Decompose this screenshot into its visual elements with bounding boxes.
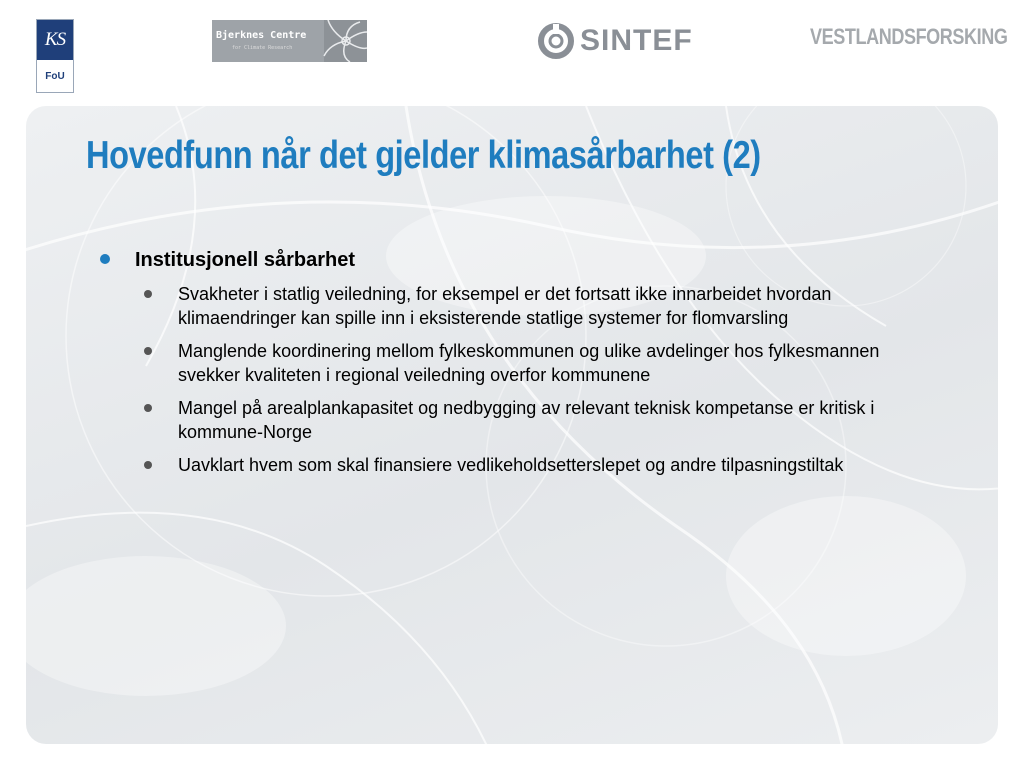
logo-bar <box>0 0 1024 100</box>
bjerknes-logo-subtitle: for Climate Research <box>232 45 293 51</box>
slide-content <box>98 246 978 486</box>
sub-bullet-list <box>98 282 978 477</box>
bjerknes-logo-name: Bjerknes Centre <box>216 30 307 41</box>
sintef-emblem-icon <box>537 22 577 60</box>
ks-logo-fou-label: FoU <box>45 71 65 82</box>
list-item <box>178 453 938 477</box>
section-heading: Institusjonell sårbarhet <box>135 249 356 271</box>
list-item-text: Svakheter i statlig veiledning, for eksempel er det fortsatt ikke innarbeidet hvordan klimaendringer kan spille inn i eksisterende statlige systemer for flomvarsling <box>178 284 832 328</box>
ks-logo-mark: KS <box>37 20 73 60</box>
sintef-logo-text: SINTEF <box>580 24 693 57</box>
bullet-dot-icon <box>144 461 152 469</box>
bullet-dot-icon <box>144 347 152 355</box>
bullet-dot-icon <box>100 254 110 264</box>
level1-bullet-item <box>98 246 978 274</box>
ks-fou-logo <box>36 19 74 93</box>
sintef-logo <box>537 22 702 60</box>
bullet-dot-icon <box>144 290 152 298</box>
bullet-dot-icon <box>144 404 152 412</box>
vestlandsforsking-logo: VESTLANDSFORSKING <box>810 24 1008 49</box>
list-item <box>178 396 938 444</box>
list-item-text: Manglende koordinering mellom fylkeskommunen og ulike avdelinger hos fylkesmannen svekker kvaliteten i regional veiledning overfor kommunene <box>178 341 880 385</box>
slide-title: Hovedfunn når det gjelder klimasårbarhet (2) <box>86 134 761 177</box>
list-item-text: Uavklart hvem som skal finansiere vedlikeholdsetterslepet og andre tilpasningstiltak <box>178 455 844 475</box>
bjerknes-swirl-icon <box>212 20 367 62</box>
list-item <box>178 282 938 330</box>
list-item <box>178 339 938 387</box>
bjerknes-centre-logo <box>212 20 367 62</box>
list-item-text: Mangel på arealplankapasitet og nedbygging av relevant teknisk kompetanse er kritisk i kommune-Norge <box>178 398 875 442</box>
